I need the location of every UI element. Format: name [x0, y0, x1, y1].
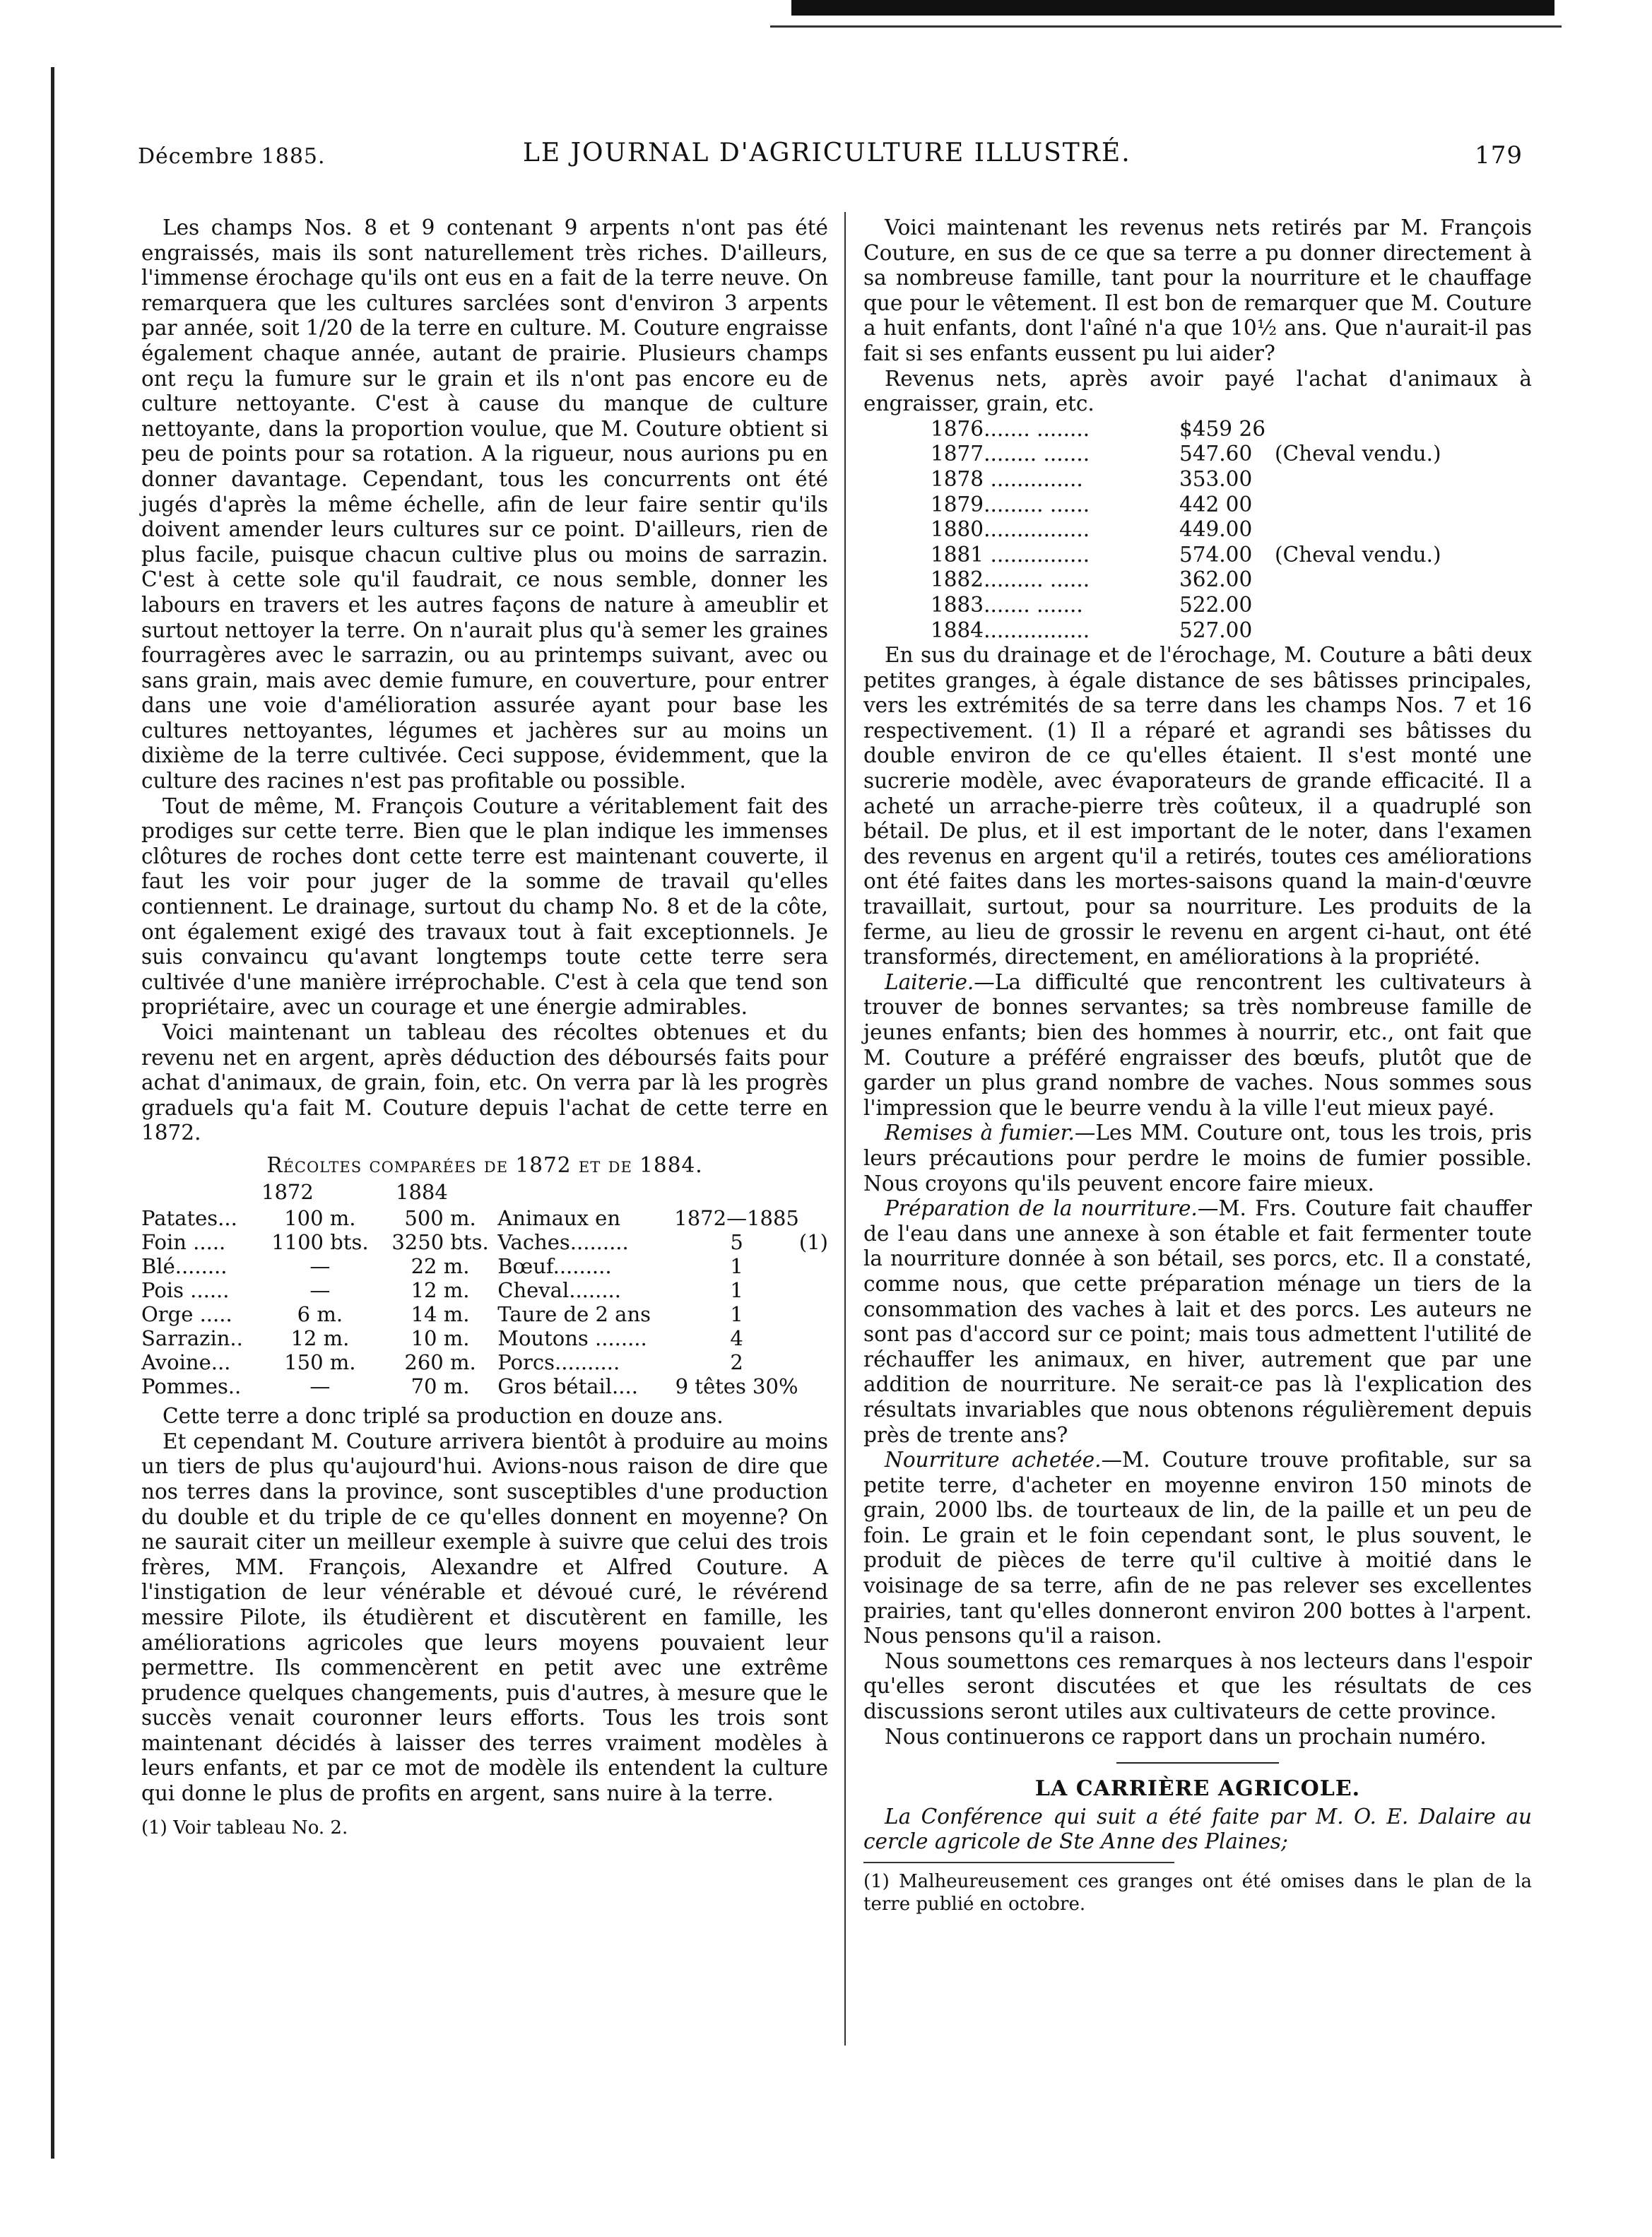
harvest-cell: Sarrazin.. [141, 1326, 243, 1351]
harvest-row [141, 1254, 828, 1278]
harvest-cell: 9 têtes 30% [675, 1374, 798, 1399]
harvest-row [141, 1230, 828, 1254]
revenue-row [931, 467, 1441, 492]
revenue-note [1275, 593, 1441, 618]
page-header [138, 134, 1523, 177]
revenues-table [931, 417, 1441, 643]
harvest-cell: 10 m. [411, 1326, 470, 1351]
harvest-cell: 1 [730, 1278, 743, 1303]
harvest-cell: Orge ..... [141, 1302, 232, 1327]
harvest-table-title: Récoltes comparées de 1872 et de 1884. [266, 1152, 703, 1177]
left-after-2: Et cependant M. Couture arrivera bientôt à produire au moins un tiers de plus qu'aujourd'hui. Avions-nous raison de dire que nos terres dans la province, sont susceptibles d'une production du double et du triple de ce qu'elles donnent en moyenne? On ne saurait citer un meilleur exemple à suivre que celui des trois frères, MM. François, Alexandre et Alfred Couture. A l'instigation de leur vénérable et dévoué curé, le révérend messire Pilote, ils étudièrent et discutèrent en famille, les améliorations agricoles que leurs moyens pouvaient leur permettre. Ils commencèrent en petit avec une extrême prudence quelques changements, puis d'autres, à mesure que le succès venait couronner leurs efforts. Tous les trois sont maintenant décidés à laisser des terres vraiment modèles à leurs enfants, et par ce mot de modèle ils entendent la culture qui donne le plus de profits en argent, sans nuire à la terre. [141, 1429, 828, 1806]
harvest-row [141, 1302, 828, 1326]
harvest-cell: 150 m. [284, 1350, 356, 1375]
harvest-cell: 70 m. [411, 1374, 470, 1399]
harvest-cell: 1100 bts. [271, 1230, 369, 1255]
harvest-cell: Cheval........ [497, 1278, 621, 1303]
left-paragraph-1: Les champs Nos. 8 et 9 contenant 9 arpents n'ont pas été engraissés, mais ils sont naturellement très riches. D'ailleurs, l'immense érochage qu'ils ont eus en a fait de la terre neuve. On remarquera que les cultures sarclées sont d'environ 3 arpents par année, soit 1/20 de la terre en culture. M. Couture engraisse également chaque année, autant de prairie. Plusieurs champs ont reçu la fumure sur le grain et ils n'ont pas encore eu de culture nettoyante. C'est à cause du manque de culture nettoyante, dans la proportion voulue, que M. Couture obtient si peu de points pour sa rotation. A la rigueur, nous aurions pu en donner davantage. Cependant, tous les concurrents ont été jugés d'après la même échelle, afin de leur faire sentir qu'ils doivent amender leurs cultures sur ce point. D'ailleurs, rien de plus facile, puisque chacun cultive plus ou moins de sarrazin. C'est à cette sole qu'il faudrait, ce nous semble, donner les labours en travers et les autres façons de nature à ameublir et surtout nettoyer la terre. On n'aurait plus qu'à semer les graines fourragères avec le sarrazin, ou au printemps suivant, avec ou sans grain, mais avec demie fumure, en couverture, pour entrer dans une voie d'amélioration assurée ayant pour base les cultures nettoyantes, légumes et jachères sur au moins un dixième de la terre cultivée. Ceci suppose, évidemment, que la culture des racines n'est pas profitable ou possible. [141, 216, 828, 793]
revenue-note: (Cheval vendu.) [1275, 542, 1441, 567]
harvest-cell [799, 1374, 828, 1398]
section-nourriture-title: Nourriture achetée. [885, 1448, 1102, 1472]
revenue-note [1275, 492, 1441, 518]
revenue-amount: 547.60 [1179, 442, 1253, 466]
revenue-row [931, 567, 1441, 593]
revenue-row [931, 417, 1441, 442]
closing-1: Nous soumettons ces remarques à nos lecteurs dans l'espoir qu'elles seront discutées et que les résultats de ces discussions seront utiles aux cultivateurs de cette province. [863, 1648, 1532, 1724]
revenue-amount: 362.00 [1179, 567, 1253, 592]
revenue-amount: 442 00 [1179, 492, 1253, 517]
section-separator [1116, 1762, 1279, 1764]
footnote-rule [863, 1862, 1174, 1863]
section-title: LA CARRIÈRE AGRICOLE. [1034, 1776, 1361, 1802]
revenue-year: 1884................ [931, 618, 1090, 642]
year-1872: 1872 [261, 1179, 314, 1204]
harvest-cell: Pois ...... [141, 1278, 230, 1303]
section-remises-text: —Les MM. Couture ont, tous les trois, pris leurs précautions pour perdre le moins de fumier possible. Nous croyons qu'ils peuvent encore faire mieux. [863, 1121, 1532, 1196]
harvest-row [141, 1374, 828, 1398]
revenue-note: (Cheval vendu.) [1275, 442, 1441, 466]
harvest-cell: Foin ..... [141, 1230, 226, 1255]
harvest-row [141, 1278, 828, 1302]
harvest-cell: 2 [730, 1350, 743, 1375]
harvest-cell: 1 [730, 1302, 743, 1327]
harvest-cell [799, 1326, 828, 1350]
harvest-cell: Blé........ [141, 1254, 228, 1279]
harvest-cell: Avoine... [141, 1350, 231, 1375]
revenue-row [931, 517, 1441, 543]
harvest-cell: 14 m. [411, 1302, 470, 1327]
section-laiterie-text: —La difficulté que rencontrent les cultivateurs à trouver de bonnes servantes; sa très nombreuse famille de jeunes enfants; bien des hommes à nourrir, etc., ont fait que M. Couture a préféré engraisser des bœufs, plutôt que de garder un plus grand nombre de vaches. Nous sommes sous l'impression que le beurre vendu à la ville l'eut mieux payé. [863, 969, 1532, 1120]
harvest-cell: Pommes.. [141, 1374, 242, 1399]
harvest-cell: Animaux en [497, 1206, 621, 1231]
harvest-cell: 3250 bts. [391, 1230, 489, 1255]
left-footnote: (1) Voir tableau No. 2. [141, 1817, 348, 1838]
revenue-note [1275, 417, 1441, 442]
closing-2: Nous continuerons ce rapport dans un prochain numéro. [885, 1724, 1487, 1749]
top-edge-bar [791, 0, 1554, 16]
top-edge-line [770, 25, 1562, 28]
revenue-year: 1882......... ...... [931, 567, 1090, 592]
revenue-note [1275, 618, 1441, 644]
right-column [863, 216, 1532, 1916]
page-number: 179 [1475, 141, 1523, 170]
revenue-year: 1876....... ........ [931, 416, 1090, 441]
section-preparation-text: —M. Frs. Couture fait chauffer de l'eau dans une annexe à son étable et fait fermenter toute la nourriture donnée à son bétail, ses porcs, etc. Il a constaté, comme nous, que cette préparation ménage un tiers de la consommation des vaches à lait et des porcs. Les auteurs ne sont pas d'accord sur ce point; mais tous admettent l'utilité de réchauffer les animaux, en hiver, autrement que par une addition de nourriture. Ne serait-ce pas là l'explication des résultats invariables que nous obtenons régulièrement depuis près de trente ans? [863, 1196, 1532, 1447]
revenue-amount: 527.00 [1179, 618, 1253, 642]
revenue-note [1275, 567, 1441, 593]
right-footnote: (1) Malheureusement ces granges ont été omises dans le plan de la terre publié en octobre. [863, 1871, 1532, 1915]
revenue-note [1275, 517, 1441, 543]
section-laiterie [863, 970, 1532, 1121]
section-remises-title: Remises à fumier. [885, 1121, 1075, 1145]
harvest-cell: Porcs.......... [497, 1350, 620, 1375]
revenue-year: 1880................ [931, 517, 1090, 542]
section-laiterie-title: Laiterie. [885, 969, 974, 994]
harvest-cell: Bœuf......... [497, 1254, 612, 1279]
harvest-cell: 1872—1885 [674, 1206, 799, 1231]
revenue-amount: 574.00 [1179, 542, 1253, 567]
harvest-cell: 12 m. [411, 1278, 470, 1303]
revenue-row [931, 593, 1441, 618]
left-margin-line [51, 67, 54, 2159]
harvest-cell [799, 1278, 828, 1302]
section-preparation-title: Préparation de la nourriture. [885, 1196, 1198, 1221]
harvest-cell [799, 1254, 828, 1278]
header-date: Décembre 1885. [138, 144, 326, 169]
section-nourriture [863, 1448, 1532, 1649]
harvest-cell: 4 [730, 1326, 743, 1351]
harvest-cell: (1) [798, 1230, 828, 1255]
harvest-cell: Patates... [141, 1206, 237, 1231]
harvest-cell: Moutons ........ [497, 1326, 647, 1351]
revenue-row [931, 543, 1441, 568]
harvest-cell: Taure de 2 ans [497, 1302, 651, 1327]
revenue-year: 1881 ............... [931, 542, 1090, 567]
section-preparation [863, 1196, 1532, 1448]
harvest-cell [799, 1206, 828, 1230]
right-paragraph-1: En sus du drainage et de l'érochage, M. Couture a bâti deux petites granges, à égale distance de ses bâtisses principales, vers les extrémités de sa terre dans les champs Nos. 7 et 16 respectivement. (1) Il a réparé et agrandi ses bâtisses du double environ de ce qu'elles étaient. Il s'est monté une sucrerie modèle, avec évaporateurs de grande efficacité. Il a acheté un arrache-pierre très coûteux, il a quadruplé son bétail. De plus, et il est important de le noter, dans l'examen des revenus en argent qu'il a retirés, toutes ces améliorations ont été faites dans les mortes-saisons quand la main-d'œuvre travaillait, surtout, pour sa nourriture. Les produits de la ferme, au lieu de grossir le revenu en argent ci-haut, ont été transformés, directement, en améliorations à la propriété. [863, 643, 1532, 969]
harvest-row [141, 1326, 828, 1350]
section-remises [863, 1121, 1532, 1196]
revenue-amount: $459 26 [1179, 416, 1265, 441]
harvest-cell: Vaches......... [497, 1230, 629, 1255]
year-1884: 1884 [396, 1179, 448, 1204]
harvest-cell: — [309, 1374, 331, 1399]
left-after-1: Cette terre a donc triplé sa production en douze ans. [163, 1404, 724, 1429]
harvest-cell: Gros bétail.... [497, 1374, 638, 1399]
revenue-year: 1883....... ....... [931, 592, 1083, 617]
harvest-table [141, 1206, 828, 1398]
revenue-amount: 522.00 [1179, 592, 1253, 617]
right-intro: Voici maintenant les revenus nets retirés par M. François Couture, en sus de ce que sa terre a pu donner directement à sa nombreuse famille, tant pour la nourriture et le chauffage que pour le vêtement. Il est bon de remarquer que M. Couture a huit enfants, dont l'aîné n'a que 10½ ans. Que n'aurait-il pas fait si ses enfants eussent pu lui aider? [863, 216, 1532, 365]
section-subtitle: La Conférence qui suit a été faite par M. O. E. Dalaire au cercle agricole de Ste Anne des Plaines; [863, 1804, 1532, 1854]
harvest-cell: 500 m. [404, 1206, 476, 1231]
harvest-cell [799, 1302, 828, 1326]
left-paragraph-3: Voici maintenant un tableau des récoltes obtenues et du revenu net en argent, après déduction des déboursés faits pour achat d'animaux, de grain, foin, etc. On verra par là les progrès graduels qu'a fait M. Couture depuis l'achat de cette terre en 1872. [141, 1020, 828, 1145]
harvest-cell: — [309, 1254, 331, 1279]
left-column [141, 216, 828, 1839]
revenue-amount: 449.00 [1179, 517, 1253, 542]
harvest-cell: — [309, 1278, 331, 1303]
revenue-year: 1877........ ....... [931, 442, 1090, 466]
left-paragraph-2: Tout de même, M. François Couture a véritablement fait des prodiges sur cette terre. Bien que le plan indique les immenses clôtures de roches dont cette terre est maintenant couverte, il faut les voir pour juger de la somme de travail qu'elles contiennent. Le drainage, surtout du champ No. 8 et de la côte, ont également exigé des travaux tout à fait exceptionnels. Je suis convaincu qu'avant longtemps toute cette terre sera cultivée d'une manière irréprochable. C'est à cela que tend son propriétaire, avec un courage et une énergie admirables. [141, 793, 828, 1020]
revenue-row [931, 442, 1441, 467]
harvest-cell: 6 m. [297, 1302, 343, 1327]
harvest-cell: 260 m. [404, 1350, 476, 1375]
harvest-cell [799, 1350, 828, 1374]
section-nourriture-text: —M. Couture trouve profitable, sur sa petite terre, d'acheter en moyenne environ 150 minots de grain, 2000 lbs. de tourteaux de lin, de la paille et un peu de foin. Le grain et le foin cependant sont, le plus souvent, le produit de pièces de terre qu'il cultive à moitié dans le voisinage de sa terre, afin de ne pas relever ses excellentes prairies, tant qu'elles donneront environ 200 bottes à l'arpent. Nous pensons qu'il a raison. [863, 1448, 1533, 1648]
revenues-intro: Revenus nets, après avoir payé l'achat d'animaux à engraisser, grain, etc. [863, 366, 1532, 416]
harvest-cell: 100 m. [284, 1206, 356, 1231]
revenue-amount: 353.00 [1179, 466, 1253, 491]
harvest-cell: 12 m. [290, 1326, 350, 1351]
revenue-year: 1879......... ...... [931, 492, 1090, 517]
revenue-note [1275, 467, 1441, 492]
harvest-row [141, 1206, 828, 1230]
harvest-row [141, 1350, 828, 1374]
column-divider [844, 212, 846, 2046]
harvest-table-years [141, 1180, 828, 1205]
harvest-cell: 1 [730, 1254, 743, 1279]
revenue-row [931, 618, 1441, 644]
harvest-cell: 5 [730, 1230, 743, 1255]
header-journal-title: LE JOURNAL D'AGRICULTURE ILLUSTRÉ. [523, 138, 1131, 167]
revenue-year: 1878 .............. [931, 466, 1083, 491]
harvest-cell: 22 m. [411, 1254, 470, 1279]
revenue-row [931, 492, 1441, 518]
